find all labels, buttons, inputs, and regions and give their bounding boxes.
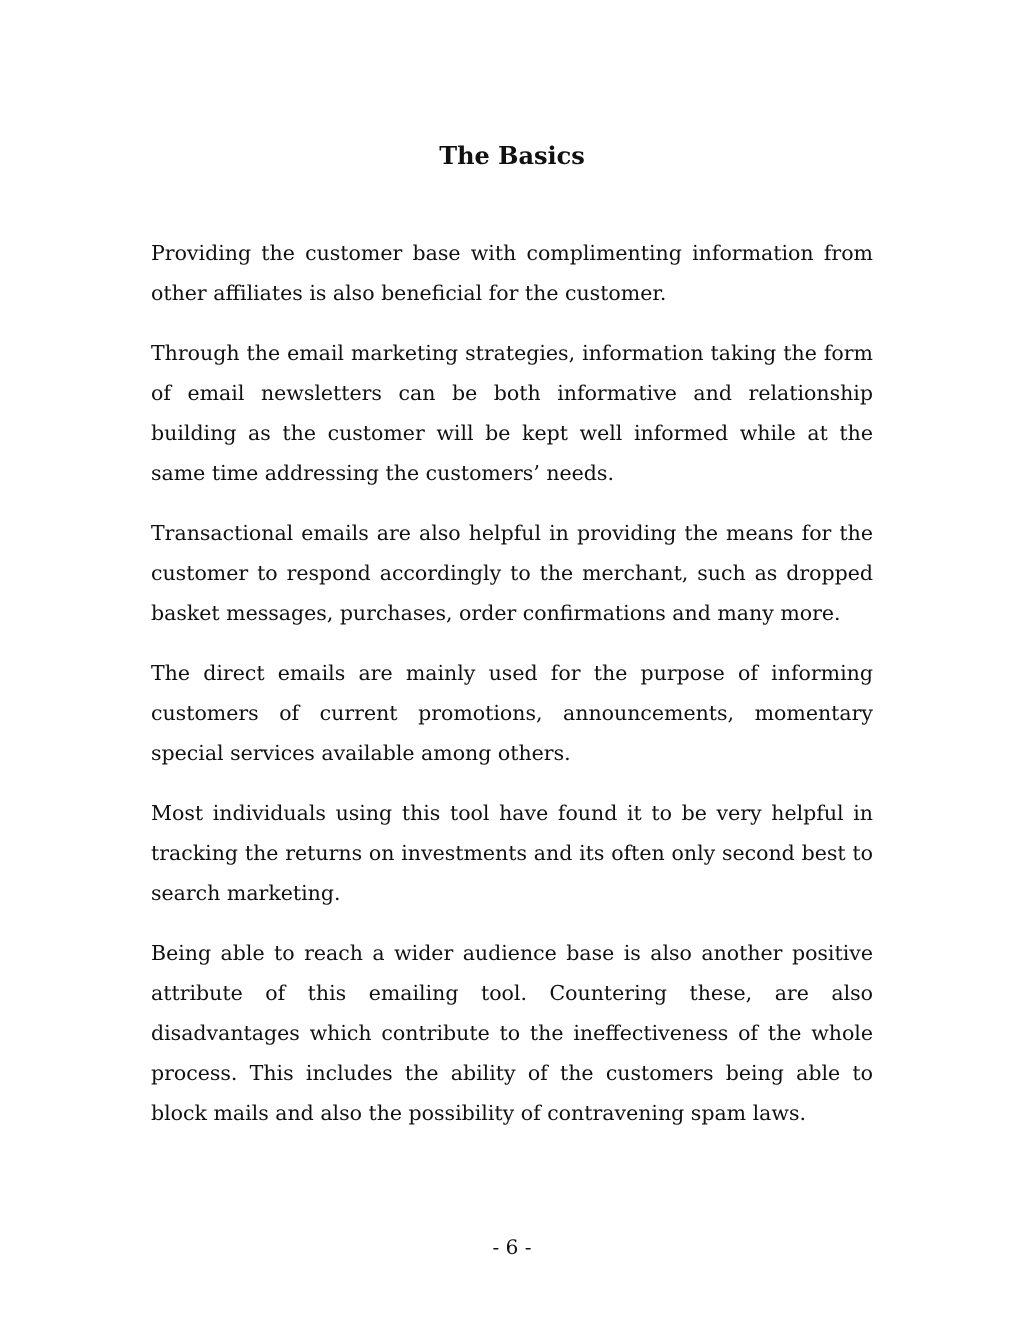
paragraph-6: Being able to reach a wider audience base is also another positive attribute of this emailing tool. Countering these, are also disadvantages which contribute to the ineffectiveness of the whole process. This includes the ability of the customers being able to block mails and also the possibility of contravening spam laws. bbox=[151, 941, 873, 1125]
paragraph-3: Transactional emails are also helpful in providing the means for the customer to respond accordingly to the merchant, such as dropped basket messages, purchases, order confirmations and many more. bbox=[151, 521, 873, 625]
paragraph-5: Most individuals using this tool have found it to be very helpful in tracking the returns on investments and its often only second best to search marketing. bbox=[151, 801, 873, 905]
paragraph-2: Through the email marketing strategies, information taking the form of email newsletters can be both informative and relationship building as the customer will be kept well informed while at the same time addressing the customers’ needs. bbox=[151, 341, 873, 485]
body-text bbox=[151, 233, 873, 1153]
page-title: The Basics bbox=[439, 141, 585, 170]
paragraph-4: The direct emails are mainly used for the purpose of informing customers of current promotions, announcements, momentary special services available among others. bbox=[151, 661, 873, 765]
paragraph-1: Providing the customer base with complimenting information from other affiliates is also beneficial for the customer. bbox=[151, 241, 873, 305]
page-number: - 6 - bbox=[492, 1235, 532, 1259]
